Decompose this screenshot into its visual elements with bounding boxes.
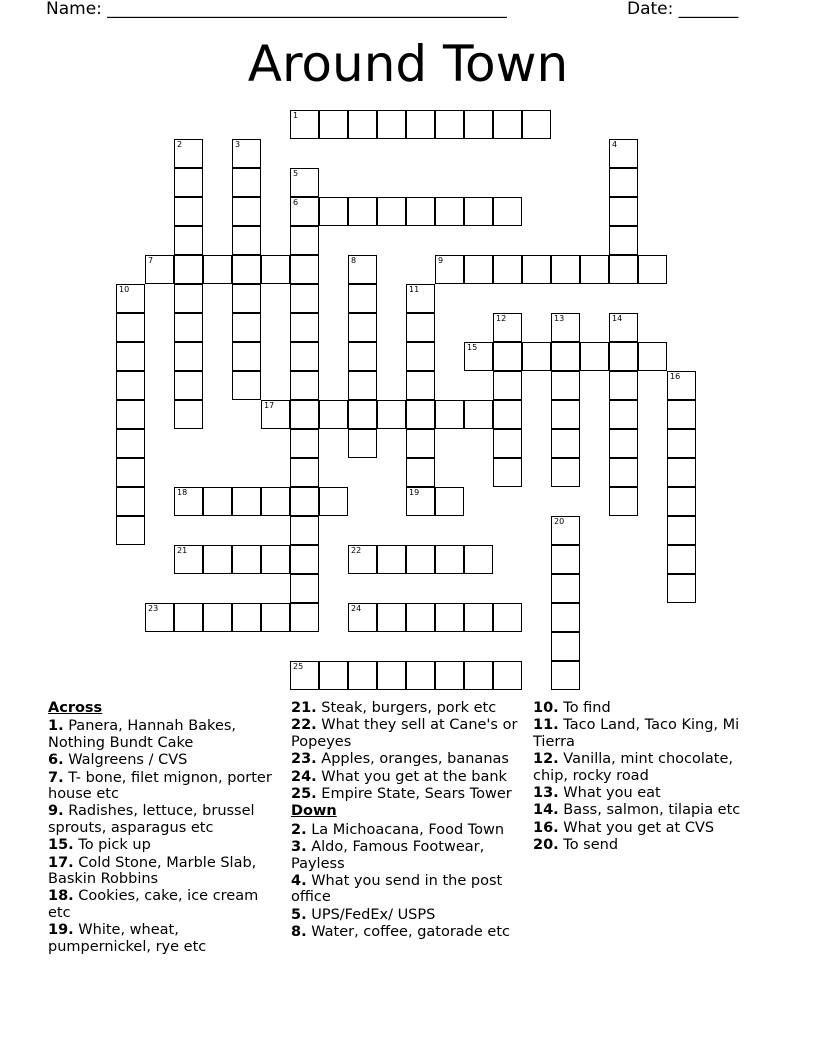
clue-number: 13 [554,314,565,323]
crossword-cell[interactable] [319,110,348,139]
crossword-cell[interactable] [348,429,377,458]
crossword-cell[interactable] [435,110,464,139]
crossword-cell[interactable] [348,313,377,342]
crossword-cell[interactable] [551,574,580,603]
crossword-cell[interactable] [290,255,319,284]
crossword-cell[interactable] [232,371,261,400]
crossword-cell[interactable] [435,255,464,284]
crossword-cell[interactable] [464,255,493,284]
clue-text: Cold Stone, Marble Slab, Baskin Robbins [48,854,257,888]
crossword-cell[interactable] [116,313,145,342]
crossword-cell[interactable] [609,139,638,168]
crossword-cell[interactable] [145,603,174,632]
clue-item [533,785,765,801]
clue-item [291,751,523,767]
crossword-cell[interactable] [290,168,319,197]
clue-item [291,907,523,923]
clue-text: Aldo, Famous Footwear, Payless [291,839,485,872]
clue-text: Vanilla, mint chocolate, chip, rocky road [533,751,733,784]
crossword-cell[interactable] [290,487,319,516]
crossword-cell[interactable] [290,458,319,487]
crossword-cell[interactable] [261,487,290,516]
crossword-cell[interactable] [667,574,696,603]
clue-text: To pick up [73,837,151,854]
crossword-cell[interactable] [348,603,377,632]
down-clue-list-continued [533,700,765,854]
crossword-cell[interactable] [464,661,493,690]
crossword-cell[interactable] [464,400,493,429]
crossword-cell[interactable] [290,197,319,226]
crossword-cell[interactable] [435,400,464,429]
clue-text: UPS/FedEx/ USPS [306,906,436,923]
crossword-cell[interactable] [232,284,261,313]
clue-number: 15 [467,343,478,352]
crossword-cell[interactable] [435,661,464,690]
crossword-cell[interactable] [667,458,696,487]
crossword-cell[interactable] [261,545,290,574]
clue-text: La Michoacana, Food Town [306,821,505,838]
crossword-cell[interactable] [290,574,319,603]
crossword-cell[interactable] [174,139,203,168]
clue-text: Cookies, cake, ice cream etc [48,888,259,921]
crossword-cell[interactable] [203,255,232,284]
crossword-cell[interactable] [116,371,145,400]
crossword-cell[interactable] [116,458,145,487]
clue-number: 10 [119,285,130,294]
name-line: Name: _______________________________________________ [46,0,507,19]
clue-number: 7 [148,256,154,265]
clue-number: 6 [293,198,299,207]
crossword-cell[interactable] [464,197,493,226]
crossword-cell[interactable] [522,110,551,139]
crossword-cell[interactable] [464,342,493,371]
crossword-cell[interactable] [464,545,493,574]
crossword-cell[interactable] [609,458,638,487]
clue-number: 7. [48,769,64,786]
crossword-cell[interactable] [174,400,203,429]
crossword-cell[interactable] [609,168,638,197]
clue-item [291,822,523,838]
crossword-cell[interactable] [609,226,638,255]
crossword-cell[interactable] [203,545,232,574]
crossword-cell[interactable] [638,342,667,371]
crossword-cell[interactable] [493,197,522,226]
crossword-cell[interactable] [522,342,551,371]
crossword-cell[interactable] [174,255,203,284]
clue-number: 25 [293,662,304,671]
clue-number: 20 [554,517,565,526]
clue-number: 14. [533,802,559,819]
clue-text: Steak, burgers, pork etc [316,700,497,716]
crossword-cell[interactable] [406,197,435,226]
clue-number: 20. [533,837,559,854]
crossword-cell[interactable] [174,197,203,226]
crossword-cell[interactable] [667,487,696,516]
crossword-cell[interactable] [609,313,638,342]
crossword-cell[interactable] [667,516,696,545]
clue-item [48,803,280,836]
crossword-cell[interactable] [290,371,319,400]
crossword-cell[interactable] [232,545,261,574]
crossword-cell[interactable] [551,632,580,661]
clue-number: 14 [612,314,623,323]
clue-item [533,717,765,750]
crossword-cell[interactable] [174,168,203,197]
clue-number: 18. [48,888,74,905]
crossword-cell[interactable] [551,429,580,458]
crossword-cell[interactable] [261,400,290,429]
crossword-cell[interactable] [551,400,580,429]
clue-number: 8 [351,256,357,265]
clue-number: 24. [291,768,317,785]
crossword-cell[interactable] [290,429,319,458]
clue-item [533,700,765,716]
clue-number: 19. [48,922,74,939]
crossword-cell[interactable] [116,342,145,371]
crossword-cell[interactable] [348,110,377,139]
clue-text: What you get at the bank [316,768,507,785]
clue-item [533,820,765,836]
crossword-cell[interactable] [464,110,493,139]
crossword-cell[interactable] [551,342,580,371]
crossword-cell[interactable] [667,545,696,574]
crossword-cell[interactable] [232,226,261,255]
crossword-cell[interactable] [232,342,261,371]
crossword-cell[interactable] [290,284,319,313]
crossword-cell[interactable] [319,197,348,226]
crossword-cell[interactable] [174,545,203,574]
crossword-cell[interactable] [609,342,638,371]
crossword-cell[interactable] [116,284,145,313]
clue-number: 18 [177,488,188,497]
crossword-cell[interactable] [609,371,638,400]
clue-number: 5. [291,906,307,923]
crossword-cell[interactable] [319,400,348,429]
crossword-cell[interactable] [435,487,464,516]
crossword-cell[interactable] [493,429,522,458]
crossword-cell[interactable] [551,603,580,632]
crossword-cell[interactable] [290,545,319,574]
crossword-cell[interactable] [493,255,522,284]
crossword-cell[interactable] [435,545,464,574]
crossword-cell[interactable] [551,545,580,574]
crossword-cell[interactable] [493,661,522,690]
clue-number: 13. [533,785,559,802]
crossword-cell[interactable] [348,661,377,690]
crossword-cell[interactable] [493,458,522,487]
clue-column-3 [533,700,765,855]
crossword-cell[interactable] [174,313,203,342]
clue-number: 12 [496,314,507,323]
crossword-cell[interactable] [348,342,377,371]
crossword-cell[interactable] [290,110,319,139]
crossword-cell[interactable] [406,429,435,458]
clue-item [48,888,280,921]
clue-text: To send [558,837,619,854]
crossword-cell[interactable] [377,110,406,139]
crossword-cell[interactable] [261,255,290,284]
clue-text: What you get at CVS [558,819,715,836]
crossword-cell[interactable] [551,516,580,545]
clue-number: 25. [291,786,317,803]
crossword-cell[interactable] [406,313,435,342]
crossword-cell[interactable] [174,603,203,632]
across-heading: Across [48,700,103,716]
crossword-cell[interactable] [551,313,580,342]
crossword-cell[interactable] [580,255,609,284]
crossword-cell[interactable] [290,226,319,255]
clue-text: T- bone, filet mignon, porter house etc [48,769,272,803]
clue-item [291,924,523,940]
clue-text: Panera, Hannah Bakes, Nothing Bundt Cake [48,718,237,751]
clue-item [48,770,280,803]
clue-number: 16 [670,372,681,381]
crossword-cell[interactable] [290,313,319,342]
clue-number: 21. [291,700,317,716]
crossword-cell[interactable] [406,284,435,313]
crossword-cell[interactable] [203,487,232,516]
clue-number: 24 [351,604,362,613]
clue-column-1 [48,700,280,956]
crossword-cell[interactable] [522,255,551,284]
crossword-cell[interactable] [551,458,580,487]
clue-item [48,855,280,888]
across-clue-list-continued [291,700,523,802]
page-title: Around Town [247,35,569,93]
clue-text: Apples, oranges, bananas [316,751,509,768]
crossword-cell[interactable] [348,284,377,313]
clue-number: 2 [177,140,183,149]
clue-item [291,769,523,785]
crossword-cell[interactable] [609,429,638,458]
crossword-cell[interactable] [232,313,261,342]
crossword-cell[interactable] [174,487,203,516]
crossword-cell[interactable] [232,487,261,516]
crossword-cell[interactable] [174,284,203,313]
crossword-cell[interactable] [377,661,406,690]
crossword-cell[interactable] [116,400,145,429]
crossword-cell[interactable] [290,603,319,632]
clue-number: 2. [291,821,307,838]
crossword-cell[interactable] [232,197,261,226]
clue-number: 22. [291,717,317,734]
crossword-cell[interactable] [435,603,464,632]
crossword-cell[interactable] [493,313,522,342]
clue-item [291,700,523,716]
crossword-cell[interactable] [667,429,696,458]
crossword-cell[interactable] [464,603,493,632]
crossword-cell[interactable] [609,487,638,516]
clue-text: What you eat [558,785,661,802]
crossword-cell[interactable] [116,487,145,516]
crossword-cell[interactable] [493,400,522,429]
crossword-cell[interactable] [406,661,435,690]
clue-number: 9 [438,256,444,265]
crossword-cell[interactable] [493,603,522,632]
clue-number: 23 [148,604,159,613]
crossword-cell[interactable] [377,197,406,226]
crossword-cell[interactable] [406,110,435,139]
crossword-cell[interactable] [406,400,435,429]
crossword-cell[interactable] [493,110,522,139]
clue-number: 22 [351,546,362,555]
crossword-cell[interactable] [203,603,232,632]
crossword-cell[interactable] [348,255,377,284]
clue-number: 16. [533,819,559,836]
clue-number: 23. [291,751,317,768]
date-line: Date: _______ [627,0,739,19]
down-clue-list [291,822,523,941]
clue-text: Walgreens / CVS [63,752,188,769]
crossword-cell[interactable] [232,168,261,197]
clue-number: 11. [533,717,559,734]
clue-number: 4. [291,873,307,890]
crossword-cell[interactable] [551,255,580,284]
clue-number: 11 [409,285,420,294]
crossword-cell[interactable] [580,342,609,371]
clue-item [291,717,523,750]
crossword-cell[interactable] [609,400,638,429]
across-clue-list [48,718,280,955]
crossword-cell[interactable] [609,197,638,226]
crossword-cell[interactable] [348,371,377,400]
crossword-cell[interactable] [667,371,696,400]
crossword-cell[interactable] [377,400,406,429]
clue-item [48,922,280,955]
crossword-cell[interactable] [232,139,261,168]
clue-column-2 [291,700,523,942]
crossword-cell[interactable] [551,661,580,690]
clue-number: 17. [48,854,74,871]
crossword-cell[interactable] [116,429,145,458]
clue-text: Empire State, Sears Tower [316,786,512,803]
clue-item [291,786,523,802]
clue-text: Water, coffee, gatorade etc [306,924,510,941]
crossword-cell[interactable] [319,661,348,690]
crossword-cell[interactable] [377,603,406,632]
crossword-cell[interactable] [667,400,696,429]
crossword-cell[interactable] [406,603,435,632]
clue-number: 5 [293,169,299,178]
clue-number: 6. [48,752,64,769]
clue-number: 15. [48,837,74,854]
crossword-cell[interactable] [348,400,377,429]
crossword-cell[interactable] [638,255,667,284]
clue-number: 19 [409,488,420,497]
clue-text: Bass, salmon, tilapia etc [558,802,741,819]
clue-item [48,718,280,751]
clue-number: 4 [612,140,618,149]
crossword-cell[interactable] [551,371,580,400]
down-heading: Down [291,803,337,820]
crossword-cell[interactable] [145,255,174,284]
clue-number: 17 [264,401,275,410]
crossword-cell[interactable] [609,255,638,284]
clue-item [533,802,765,818]
crossword-cell[interactable] [232,255,261,284]
crossword-cell[interactable] [348,197,377,226]
crossword-cell[interactable] [406,342,435,371]
clue-item [533,837,765,853]
crossword-cell[interactable] [435,197,464,226]
clue-number: 10. [533,700,559,716]
clue-item [291,873,523,906]
crossword-cell[interactable] [406,371,435,400]
crossword-cell[interactable] [493,342,522,371]
crossword-cell[interactable] [377,545,406,574]
clue-item [48,752,280,768]
clue-number: 21 [177,546,188,555]
clue-number: 8. [291,924,307,941]
clue-item [533,751,765,784]
clue-text: To find [558,700,611,716]
clue-number: 1 [293,111,299,120]
clue-text: What they sell at Cane's or Popeyes [291,717,518,750]
clue-text: What you send in the post office [291,873,503,906]
clue-text: Radishes, lettuce, brussel sprouts, asparagus etc [48,803,255,836]
crossword-cell[interactable] [290,516,319,545]
crossword-cell[interactable] [116,516,145,545]
clue-number: 3. [291,839,307,856]
crossword-cell[interactable] [290,342,319,371]
clue-item [48,837,280,853]
crossword-cell[interactable] [406,545,435,574]
crossword-cell[interactable] [290,661,319,690]
crossword-cell[interactable] [290,400,319,429]
clue-text: Taco Land, Taco King, Mi Tierra [533,717,740,750]
crossword-cell[interactable] [348,545,377,574]
clue-item [291,839,523,872]
crossword-cell[interactable] [493,371,522,400]
crossword-cell[interactable] [319,487,348,516]
crossword-cell[interactable] [174,371,203,400]
clue-number: 9. [48,803,64,820]
clue-number: 3 [235,140,241,149]
crossword-cell[interactable] [174,342,203,371]
crossword-cell[interactable] [261,603,290,632]
crossword-cell[interactable] [406,487,435,516]
crossword-cell[interactable] [232,603,261,632]
crossword-cell[interactable] [174,226,203,255]
clue-number: 1. [48,718,64,735]
crossword-cell[interactable] [406,458,435,487]
clue-number: 12. [533,751,559,768]
clue-text: White, wheat, pumpernickel, rye etc [48,922,207,955]
